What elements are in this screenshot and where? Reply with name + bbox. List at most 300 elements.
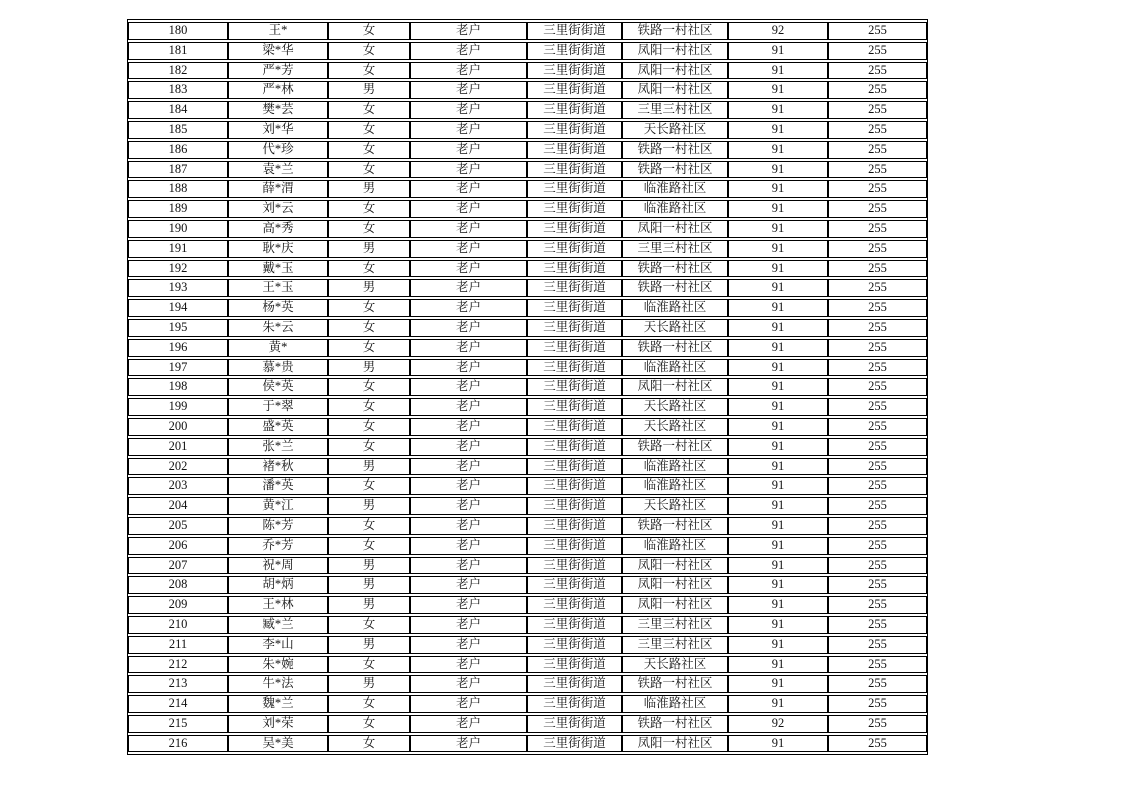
cell-amount: 255: [828, 141, 927, 159]
cell-gender: 女: [328, 715, 410, 733]
table-row: [128, 42, 927, 60]
cell-masked-name: 樊*芸: [228, 101, 328, 119]
cell-household-type: 老户: [410, 438, 527, 456]
cell-street: 三里街街道: [527, 616, 622, 634]
cell-household-type: 老户: [410, 497, 527, 515]
cell-household-type: 老户: [410, 517, 527, 535]
cell-masked-name: 盛*英: [228, 418, 328, 436]
cell-community: 天长路社区: [622, 398, 728, 416]
cell-amount: 255: [828, 240, 927, 258]
cell-street: 三里街街道: [527, 398, 622, 416]
cell-amount: 255: [828, 477, 927, 495]
cell-household-type: 老户: [410, 240, 527, 258]
cell-community: 凤阳一村社区: [622, 735, 728, 753]
cell-amount: 255: [828, 497, 927, 515]
table-row: [128, 497, 927, 515]
cell-masked-name: 于*翠: [228, 398, 328, 416]
cell-score: 91: [728, 180, 828, 198]
cell-score: 91: [728, 656, 828, 674]
table-row: [128, 220, 927, 238]
cell-community: 天长路社区: [622, 121, 728, 139]
cell-gender: 女: [328, 22, 410, 40]
table-row: [128, 695, 927, 713]
table-row: [128, 636, 927, 654]
cell-street: 三里街街道: [527, 81, 622, 99]
cell-community: 凤阳一村社区: [622, 557, 728, 575]
cell-amount: 255: [828, 458, 927, 476]
cell-street: 三里街街道: [527, 735, 622, 753]
cell-score: 91: [728, 418, 828, 436]
table-row: [128, 458, 927, 476]
cell-score: 91: [728, 636, 828, 654]
cell-community: 临淮路社区: [622, 458, 728, 476]
cell-masked-name: 李*山: [228, 636, 328, 654]
table-row: [128, 339, 927, 357]
table-row: [128, 675, 927, 693]
cell-household-type: 老户: [410, 458, 527, 476]
cell-household-type: 老户: [410, 418, 527, 436]
cell-amount: 255: [828, 636, 927, 654]
cell-masked-name: 严*林: [228, 81, 328, 99]
cell-household-type: 老户: [410, 161, 527, 179]
cell-gender: 男: [328, 497, 410, 515]
cell-amount: 255: [828, 616, 927, 634]
cell-household-type: 老户: [410, 378, 527, 396]
table-row: [128, 279, 927, 297]
cell-masked-name: 王*: [228, 22, 328, 40]
cell-community: 三里三村社区: [622, 636, 728, 654]
cell-household-type: 老户: [410, 576, 527, 594]
cell-household-type: 老户: [410, 675, 527, 693]
cell-score: 91: [728, 200, 828, 218]
cell-amount: 255: [828, 378, 927, 396]
cell-seq-number: 200: [128, 418, 228, 436]
cell-score: 91: [728, 616, 828, 634]
cell-street: 三里街街道: [527, 161, 622, 179]
cell-score: 91: [728, 537, 828, 555]
cell-seq-number: 214: [128, 695, 228, 713]
cell-gender: 男: [328, 596, 410, 614]
cell-household-type: 老户: [410, 616, 527, 634]
cell-seq-number: 206: [128, 537, 228, 555]
cell-street: 三里街街道: [527, 279, 622, 297]
cell-gender: 女: [328, 42, 410, 60]
cell-gender: 女: [328, 656, 410, 674]
cell-gender: 男: [328, 636, 410, 654]
cell-score: 91: [728, 101, 828, 119]
cell-household-type: 老户: [410, 299, 527, 317]
cell-seq-number: 204: [128, 497, 228, 515]
cell-gender: 女: [328, 319, 410, 337]
table-row: [128, 715, 927, 733]
cell-street: 三里街街道: [527, 636, 622, 654]
cell-masked-name: 朱*婉: [228, 656, 328, 674]
cell-community: 凤阳一村社区: [622, 220, 728, 238]
cell-street: 三里街街道: [527, 715, 622, 733]
cell-masked-name: 魏*兰: [228, 695, 328, 713]
cell-community: 凤阳一村社区: [622, 62, 728, 80]
cell-household-type: 老户: [410, 557, 527, 575]
table-row: [128, 656, 927, 674]
cell-masked-name: 陈*芳: [228, 517, 328, 535]
cell-amount: 255: [828, 299, 927, 317]
cell-community: 铁路一村社区: [622, 715, 728, 733]
table-row: [128, 141, 927, 159]
cell-household-type: 老户: [410, 537, 527, 555]
cell-street: 三里街街道: [527, 319, 622, 337]
cell-gender: 女: [328, 477, 410, 495]
cell-seq-number: 183: [128, 81, 228, 99]
cell-masked-name: 黄*江: [228, 497, 328, 515]
cell-seq-number: 210: [128, 616, 228, 634]
table-row: [128, 596, 927, 614]
cell-seq-number: 202: [128, 458, 228, 476]
cell-street: 三里街街道: [527, 260, 622, 278]
cell-household-type: 老户: [410, 319, 527, 337]
cell-seq-number: 208: [128, 576, 228, 594]
table-row: [128, 616, 927, 634]
cell-amount: 255: [828, 557, 927, 575]
cell-street: 三里街街道: [527, 200, 622, 218]
cell-household-type: 老户: [410, 200, 527, 218]
cell-amount: 255: [828, 200, 927, 218]
cell-household-type: 老户: [410, 477, 527, 495]
cell-community: 铁路一村社区: [622, 517, 728, 535]
cell-household-type: 老户: [410, 359, 527, 377]
cell-seq-number: 182: [128, 62, 228, 80]
cell-community: 天长路社区: [622, 319, 728, 337]
cell-seq-number: 186: [128, 141, 228, 159]
cell-amount: 255: [828, 279, 927, 297]
cell-score: 91: [728, 695, 828, 713]
table-row: [128, 299, 927, 317]
cell-score: 91: [728, 161, 828, 179]
cell-seq-number: 196: [128, 339, 228, 357]
cell-community: 铁路一村社区: [622, 279, 728, 297]
cell-gender: 女: [328, 220, 410, 238]
cell-community: 三里三村社区: [622, 616, 728, 634]
cell-amount: 255: [828, 180, 927, 198]
cell-street: 三里街街道: [527, 359, 622, 377]
cell-amount: 255: [828, 220, 927, 238]
table-row: [128, 200, 927, 218]
cell-masked-name: 杨*英: [228, 299, 328, 317]
table-row: [128, 537, 927, 555]
cell-street: 三里街街道: [527, 656, 622, 674]
cell-street: 三里街街道: [527, 438, 622, 456]
table-row: [128, 121, 927, 139]
cell-street: 三里街街道: [527, 576, 622, 594]
cell-gender: 女: [328, 141, 410, 159]
cell-gender: 男: [328, 81, 410, 99]
cell-amount: 255: [828, 42, 927, 60]
cell-masked-name: 朱*云: [228, 319, 328, 337]
cell-gender: 男: [328, 557, 410, 575]
table-row: [128, 418, 927, 436]
cell-seq-number: 201: [128, 438, 228, 456]
cell-gender: 女: [328, 616, 410, 634]
cell-score: 91: [728, 81, 828, 99]
cell-household-type: 老户: [410, 42, 527, 60]
cell-masked-name: 代*珍: [228, 141, 328, 159]
cell-amount: 255: [828, 319, 927, 337]
cell-score: 91: [728, 240, 828, 258]
cell-gender: 女: [328, 695, 410, 713]
cell-street: 三里街街道: [527, 418, 622, 436]
cell-community: 天长路社区: [622, 656, 728, 674]
cell-score: 91: [728, 497, 828, 515]
cell-street: 三里街街道: [527, 675, 622, 693]
cell-masked-name: 臧*兰: [228, 616, 328, 634]
cell-amount: 255: [828, 62, 927, 80]
cell-score: 91: [728, 517, 828, 535]
cell-score: 91: [728, 458, 828, 476]
cell-masked-name: 王*林: [228, 596, 328, 614]
cell-amount: 255: [828, 735, 927, 753]
cell-community: 三里三村社区: [622, 240, 728, 258]
cell-community: 三里三村社区: [622, 101, 728, 119]
cell-street: 三里街街道: [527, 477, 622, 495]
cell-community: 铁路一村社区: [622, 438, 728, 456]
cell-household-type: 老户: [410, 695, 527, 713]
cell-masked-name: 袁*兰: [228, 161, 328, 179]
cell-street: 三里街街道: [527, 240, 622, 258]
cell-score: 91: [728, 279, 828, 297]
cell-amount: 255: [828, 22, 927, 40]
cell-score: 91: [728, 576, 828, 594]
cell-gender: 女: [328, 418, 410, 436]
cell-household-type: 老户: [410, 260, 527, 278]
cell-gender: 女: [328, 299, 410, 317]
cell-score: 91: [728, 398, 828, 416]
table-body: [128, 22, 927, 752]
cell-community: 临淮路社区: [622, 537, 728, 555]
cell-score: 91: [728, 359, 828, 377]
table-row: [128, 81, 927, 99]
cell-seq-number: 215: [128, 715, 228, 733]
cell-masked-name: 慕*贵: [228, 359, 328, 377]
cell-amount: 255: [828, 438, 927, 456]
cell-seq-number: 191: [128, 240, 228, 258]
cell-seq-number: 209: [128, 596, 228, 614]
cell-community: 天长路社区: [622, 497, 728, 515]
cell-seq-number: 211: [128, 636, 228, 654]
cell-amount: 255: [828, 121, 927, 139]
table-row: [128, 180, 927, 198]
cell-seq-number: 194: [128, 299, 228, 317]
cell-street: 三里街街道: [527, 42, 622, 60]
cell-household-type: 老户: [410, 62, 527, 80]
cell-seq-number: 203: [128, 477, 228, 495]
cell-seq-number: 195: [128, 319, 228, 337]
cell-score: 91: [728, 477, 828, 495]
table-container: [127, 19, 928, 755]
cell-amount: 255: [828, 576, 927, 594]
cell-masked-name: 胡*炳: [228, 576, 328, 594]
table-row: [128, 101, 927, 119]
cell-street: 三里街街道: [527, 497, 622, 515]
cell-street: 三里街街道: [527, 220, 622, 238]
cell-household-type: 老户: [410, 735, 527, 753]
cell-score: 91: [728, 62, 828, 80]
cell-score: 91: [728, 121, 828, 139]
cell-street: 三里街街道: [527, 121, 622, 139]
cell-seq-number: 189: [128, 200, 228, 218]
table-row: [128, 240, 927, 258]
cell-household-type: 老户: [410, 715, 527, 733]
cell-amount: 255: [828, 359, 927, 377]
cell-gender: 男: [328, 359, 410, 377]
cell-score: 91: [728, 141, 828, 159]
cell-masked-name: 薛*渭: [228, 180, 328, 198]
cell-gender: 女: [328, 438, 410, 456]
resident-list-table: [127, 19, 928, 755]
cell-gender: 男: [328, 675, 410, 693]
cell-masked-name: 刘*云: [228, 200, 328, 218]
table-row: [128, 398, 927, 416]
table-row: [128, 557, 927, 575]
cell-score: 91: [728, 675, 828, 693]
cell-community: 铁路一村社区: [622, 339, 728, 357]
cell-community: 铁路一村社区: [622, 161, 728, 179]
cell-masked-name: 王*玉: [228, 279, 328, 297]
cell-community: 凤阳一村社区: [622, 81, 728, 99]
cell-seq-number: 193: [128, 279, 228, 297]
cell-street: 三里街街道: [527, 22, 622, 40]
cell-score: 91: [728, 735, 828, 753]
cell-amount: 255: [828, 517, 927, 535]
cell-gender: 女: [328, 260, 410, 278]
cell-masked-name: 黄*: [228, 339, 328, 357]
cell-household-type: 老户: [410, 656, 527, 674]
table-row: [128, 22, 927, 40]
cell-amount: 255: [828, 260, 927, 278]
cell-amount: 255: [828, 81, 927, 99]
cell-street: 三里街街道: [527, 180, 622, 198]
cell-seq-number: 198: [128, 378, 228, 396]
cell-household-type: 老户: [410, 121, 527, 139]
cell-score: 92: [728, 715, 828, 733]
cell-amount: 255: [828, 715, 927, 733]
cell-household-type: 老户: [410, 220, 527, 238]
table-row: [128, 161, 927, 179]
cell-masked-name: 潘*英: [228, 477, 328, 495]
cell-household-type: 老户: [410, 180, 527, 198]
table-row: [128, 735, 927, 753]
cell-community: 凤阳一村社区: [622, 596, 728, 614]
cell-household-type: 老户: [410, 398, 527, 416]
cell-masked-name: 梁*华: [228, 42, 328, 60]
cell-street: 三里街街道: [527, 378, 622, 396]
table-row: [128, 62, 927, 80]
table-row: [128, 260, 927, 278]
cell-seq-number: 207: [128, 557, 228, 575]
cell-score: 91: [728, 339, 828, 357]
cell-gender: 女: [328, 121, 410, 139]
cell-gender: 男: [328, 279, 410, 297]
cell-score: 91: [728, 319, 828, 337]
cell-household-type: 老户: [410, 339, 527, 357]
cell-street: 三里街街道: [527, 517, 622, 535]
cell-community: 临淮路社区: [622, 299, 728, 317]
cell-score: 91: [728, 260, 828, 278]
cell-amount: 255: [828, 537, 927, 555]
cell-community: 铁路一村社区: [622, 141, 728, 159]
cell-community: 天长路社区: [622, 418, 728, 436]
cell-masked-name: 侯*英: [228, 378, 328, 396]
cell-seq-number: 212: [128, 656, 228, 674]
cell-gender: 男: [328, 458, 410, 476]
cell-street: 三里街街道: [527, 141, 622, 159]
cell-community: 凤阳一村社区: [622, 378, 728, 396]
cell-community: 临淮路社区: [622, 477, 728, 495]
cell-community: 临淮路社区: [622, 695, 728, 713]
table-row: [128, 517, 927, 535]
cell-masked-name: 祝*周: [228, 557, 328, 575]
cell-street: 三里街街道: [527, 537, 622, 555]
cell-masked-name: 吴*美: [228, 735, 328, 753]
cell-amount: 255: [828, 656, 927, 674]
cell-street: 三里街街道: [527, 339, 622, 357]
cell-community: 凤阳一村社区: [622, 42, 728, 60]
cell-masked-name: 牛*法: [228, 675, 328, 693]
cell-score: 91: [728, 378, 828, 396]
cell-seq-number: 180: [128, 22, 228, 40]
cell-masked-name: 刘*华: [228, 121, 328, 139]
cell-score: 91: [728, 220, 828, 238]
cell-amount: 255: [828, 418, 927, 436]
cell-gender: 女: [328, 101, 410, 119]
cell-score: 91: [728, 438, 828, 456]
cell-household-type: 老户: [410, 22, 527, 40]
table-row: [128, 576, 927, 594]
cell-community: 铁路一村社区: [622, 675, 728, 693]
cell-seq-number: 199: [128, 398, 228, 416]
cell-community: 临淮路社区: [622, 180, 728, 198]
cell-score: 91: [728, 299, 828, 317]
cell-seq-number: 213: [128, 675, 228, 693]
cell-gender: 男: [328, 240, 410, 258]
cell-household-type: 老户: [410, 636, 527, 654]
cell-masked-name: 刘*荣: [228, 715, 328, 733]
cell-community: 铁路一村社区: [622, 22, 728, 40]
cell-community: 临淮路社区: [622, 200, 728, 218]
table-row: [128, 477, 927, 495]
cell-gender: 女: [328, 200, 410, 218]
cell-amount: 255: [828, 675, 927, 693]
cell-household-type: 老户: [410, 81, 527, 99]
cell-seq-number: 187: [128, 161, 228, 179]
table-row: [128, 359, 927, 377]
cell-amount: 255: [828, 596, 927, 614]
cell-street: 三里街街道: [527, 596, 622, 614]
cell-household-type: 老户: [410, 596, 527, 614]
cell-street: 三里街街道: [527, 62, 622, 80]
cell-seq-number: 185: [128, 121, 228, 139]
cell-household-type: 老户: [410, 279, 527, 297]
cell-masked-name: 高*秀: [228, 220, 328, 238]
cell-amount: 255: [828, 161, 927, 179]
cell-community: 临淮路社区: [622, 359, 728, 377]
cell-community: 铁路一村社区: [622, 260, 728, 278]
cell-masked-name: 褚*秋: [228, 458, 328, 476]
cell-household-type: 老户: [410, 141, 527, 159]
cell-seq-number: 184: [128, 101, 228, 119]
cell-seq-number: 216: [128, 735, 228, 753]
cell-gender: 女: [328, 62, 410, 80]
cell-street: 三里街街道: [527, 557, 622, 575]
cell-score: 92: [728, 22, 828, 40]
